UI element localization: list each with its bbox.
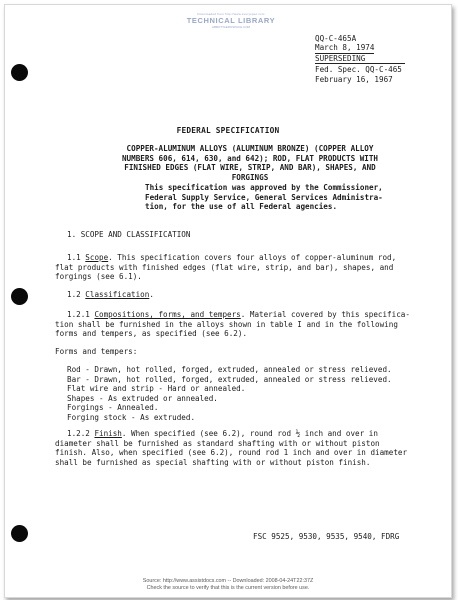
fsc-codes: FSC 9525, 9530, 9535, 9540, FDRG bbox=[253, 532, 400, 541]
paragraph-1-2-1-first-line bbox=[67, 310, 410, 320]
superseded-date: February 16, 1967 bbox=[315, 74, 393, 84]
paragraph-1-1-first-line bbox=[67, 253, 396, 263]
paragraph-1-2 bbox=[67, 290, 154, 300]
paragraph-line: tion shall be furnished in the alloys shown in table I and in the following bbox=[55, 319, 398, 329]
paragraph-number: 1.1 bbox=[67, 253, 81, 262]
paragraph-text: . When specified (see 6.2), round rod ½ inch and over in bbox=[121, 429, 378, 438]
approval-line: This specification was approved by the Commissioner, bbox=[145, 183, 383, 192]
paragraph-number: 1.2.1 bbox=[67, 310, 90, 319]
paragraph-line: finish. Also, when specified (see 6.2), round rod 1 inch and over in diameter bbox=[55, 448, 408, 457]
technical-library-watermark bbox=[179, 13, 283, 29]
footer-check: Check the source to verify that this is the current version before use. bbox=[146, 585, 310, 591]
forms-line: Shapes - As extruded or annealed. bbox=[67, 393, 218, 403]
superseding-label: SUPERSEDING bbox=[315, 53, 366, 63]
doc-number: QQ-C-465A bbox=[315, 34, 357, 43]
forms-line: Forgings - Annealed. bbox=[67, 403, 159, 412]
document-title: FEDERAL SPECIFICATION bbox=[176, 126, 280, 135]
binder-hole-top bbox=[11, 64, 28, 81]
paragraph-title: Classification bbox=[85, 290, 150, 299]
superseded-spec: Fed. Spec. QQ-C-465 bbox=[315, 65, 402, 75]
section-heading: 1. SCOPE AND CLASSIFICATION bbox=[67, 230, 191, 239]
forms-line: Flat wire and strip - Hard or annealed. bbox=[67, 384, 246, 393]
paragraph-line: flat products with finished edges (flat wire, strip, and bar), shapes, and bbox=[55, 262, 394, 272]
approval-line: tion, for the use of all Federal agencies. bbox=[145, 202, 338, 211]
paragraph-title: Finish bbox=[94, 429, 122, 438]
paragraph-number: 1.2.2 bbox=[67, 429, 90, 438]
watermark-top-text: Downloaded from http://www.everyspec.com bbox=[197, 12, 265, 16]
document-header-block bbox=[315, 34, 405, 84]
approval-statement bbox=[145, 183, 405, 212]
paragraph-title: Scope bbox=[85, 253, 109, 262]
forms-line: Bar - Drawn, hot rolled, forged, extruded, annealed or stress relieved. bbox=[67, 374, 392, 384]
paragraph-number: 1.2 bbox=[67, 290, 81, 299]
watermark-name: TECHNICAL LIBRARY bbox=[186, 16, 276, 25]
subject-line: COPPER-ALUMINUM ALLOYS (ALUMINUM BRONZE) (COPPER ALLOY bbox=[126, 144, 374, 153]
paragraph-line: forgings (see 6.1). bbox=[55, 272, 142, 281]
subject-line: NUMBERS 606, 614, 630, and 642); ROD, FLAT PRODUCTS WITH bbox=[121, 153, 379, 163]
doc-date: March 8, 1974 bbox=[315, 43, 375, 53]
binder-hole-bottom bbox=[11, 525, 28, 542]
approval-line: Federal Supply Service, General Services Administra- bbox=[145, 192, 383, 202]
paragraph-title: Compositions, forms, and tempers bbox=[94, 310, 241, 319]
document-page bbox=[4, 4, 452, 598]
subject-line: FINISHED EDGES (FLAT WIRE, STRIP, AND BAR), SHAPES, AND FORGINGS bbox=[124, 163, 376, 182]
paragraph-line: shall be furnished as special shafting with or without piston finish. bbox=[55, 457, 371, 467]
paragraph-line: diameter shall be furnished as standard shafting with or without piston bbox=[55, 438, 380, 448]
document-subject bbox=[105, 144, 395, 182]
forms-line: Rod - Drawn, hot rolled, forged, extruded, annealed or stress relieved. bbox=[67, 365, 392, 374]
watermark-sub-text: ABBOTTAEROSPACE.COM bbox=[211, 24, 251, 29]
paragraph-line: forms and tempers, as specified (see 6.2). bbox=[55, 329, 248, 338]
paragraph-text: . bbox=[149, 290, 154, 299]
forms-heading: Forms and tempers: bbox=[55, 347, 138, 356]
header-divider bbox=[315, 63, 405, 64]
forms-line: Forging stock - As extruded. bbox=[67, 412, 196, 422]
footer-source: Source: http://www.assistdocs.com -- Downloaded: 2008-04-24T22:37Z bbox=[142, 578, 314, 584]
paragraph-1-2-2-first-line bbox=[67, 429, 378, 439]
binder-hole-middle bbox=[11, 288, 28, 305]
paragraph-text: . Material covered by this specifica- bbox=[240, 310, 410, 319]
paragraph-text: . This specification covers four alloys of copper-aluminum rod, bbox=[108, 253, 397, 262]
